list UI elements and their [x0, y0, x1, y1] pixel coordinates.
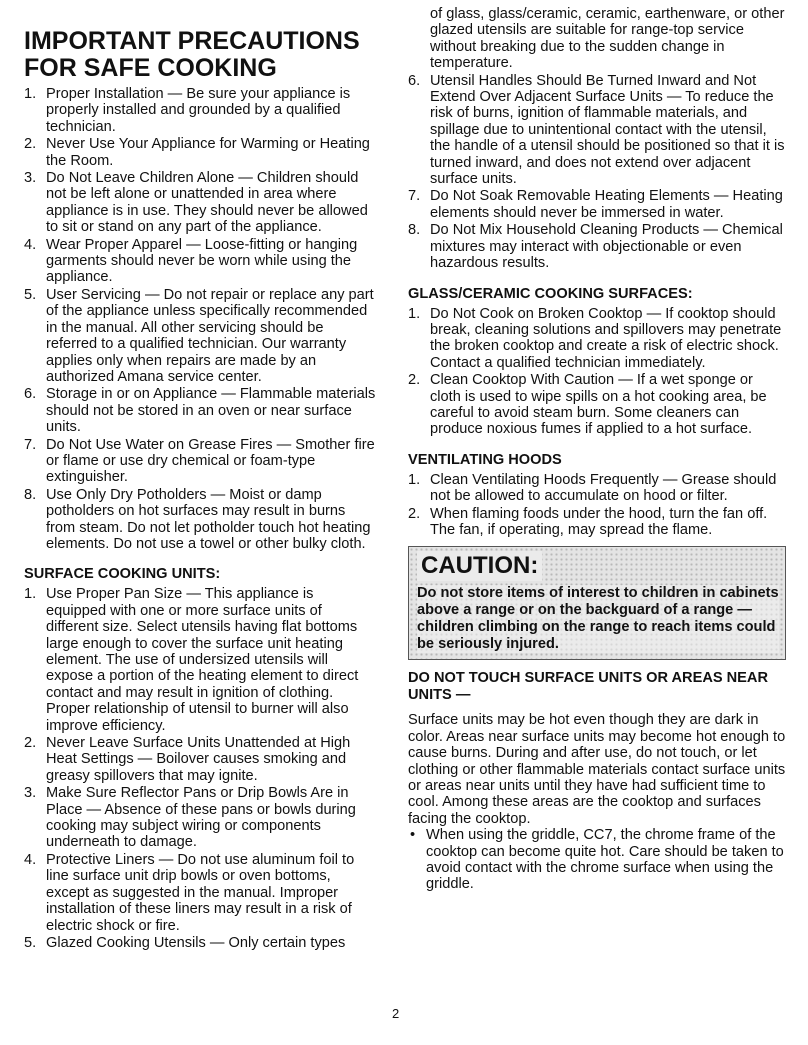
- surface-cooking-heading: SURFACE COOKING UNITS:: [24, 566, 221, 583]
- list-item: 7. Do Not Use Water on Grease Fires — Smother fire or flame or use dry chemical or foam-type extinguisher.: [24, 436, 375, 486]
- title-line-2: FOR SAFE COOKING: [24, 54, 277, 82]
- page-title: [24, 28, 376, 82]
- left-column: [24, 28, 376, 952]
- do-not-touch-bullets: [408, 827, 786, 893]
- bullet-icon: •: [410, 827, 416, 844]
- glass-ceramic-list: [408, 306, 786, 438]
- list-item: 6. Storage in or on Appliance — Flammable materials should not be stored in an oven or near surface units.: [24, 386, 376, 436]
- list-item: 2. Never Use Your Appliance for Warming or Heating the Room.: [24, 136, 370, 169]
- title-line-1: IMPORTANT PRECAUTIONS: [24, 27, 360, 55]
- list-item: 1. Proper Installation — Be sure your appliance is properly installed and grounded by a qualified technician.: [24, 86, 351, 135]
- list-item-continuation: of glass, glass/ceramic, ceramic, earthenware, or other glazed utensils are suitable for range-top service without breaking due to the sudden change in temperature.: [430, 6, 785, 72]
- caution-box: [408, 546, 786, 660]
- right-column: [408, 6, 786, 893]
- list-item: 1. Do Not Cook on Broken Cooktop — If cooktop should break, cleaning solutions and spillovers may penetrate the broken cooktop and create a risk of electric shock. Contact a qualified technician immediately.: [408, 305, 782, 371]
- list-item: • When using the griddle, CC7, the chrome frame of the cooktop can become quite hot. Care should be taken to avoid contact with the chrome surface when using the griddle.: [410, 827, 784, 893]
- surface-cooking-list-continued: [408, 6, 786, 272]
- list-item: 1. Use Proper Pan Size — This appliance is equipped with one or more surface units of different size. Select utensils having flat bottoms large enough to cover the surface unit heating element. The use of undersized utensils will expose a portion of the heating element to direct contact and may result in ignition of clothing. Proper relationship of utensil to burner will also improve efficiency.: [24, 586, 359, 734]
- list-item: 4. Protective Liners — Do not use aluminum foil to line surface unit drip bowls or oven bottoms, except as suggested in the manual. Improper installation of these liners may result in a risk of electric shock or fire.: [24, 851, 355, 934]
- list-item: 8. Use Only Dry Potholders — Moist or damp potholders on hot surfaces may result in burns from steam. Do not let potholder touch hot heating elements. Do not use a towel or other bulky cloth.: [24, 486, 371, 552]
- ventilating-hoods-heading: VENTILATING HOODS: [408, 451, 562, 468]
- list-item: 2. When flaming foods under the hood, turn the fan off. The fan, if operating, may spread the flame.: [408, 505, 768, 538]
- list-item: 7. Do Not Soak Removable Heating Elements — Heating elements should never be immersed in water.: [408, 188, 783, 221]
- page-number: 2: [392, 1006, 400, 1021]
- do-not-touch-heading: DO NOT TOUCH SURFACE UNITS OR AREAS NEAR UNITS —: [408, 670, 768, 704]
- list-item: 8. Do Not Mix Household Cleaning Products — Chemical mixtures may interact with objectionable or even hazardous results.: [408, 222, 783, 272]
- list-item: 3. Make Sure Reflector Pans or Drip Bowls Are in Place — Absence of these pans or bowls during cooking may subject wiring or components underneath to damage.: [24, 785, 356, 851]
- glass-ceramic-heading: GLASS/CERAMIC COOKING SURFACES:: [408, 285, 693, 302]
- list-item: 2. Never Leave Surface Units Unattended at High Heat Settings — Boilover causes smoking and greasy spillovers that may ignite.: [24, 735, 351, 784]
- list-item: 5. Glazed Cooking Utensils — Only certain types: [24, 934, 346, 951]
- list-item: 6. Utensil Handles Should Be Turned Inward and Not Extend Over Adjacent Surface Units — To reduce the risk of burns, ignition of flammable materials, and spillage due to unintentional contact with the utensil, the handle of a utensil should be positioned so that it is turned inward, and does not extend over adjacent surface units.: [408, 72, 785, 188]
- list-item: 4. Wear Proper Apparel — Loose-fitting or hanging garments should never be worn while using the appliance.: [24, 236, 358, 286]
- do-not-touch-paragraph: Surface units may be hot even though they are dark in color. Areas near surface units may become hot enough to cause burns. During and after use, do not touch, or let clothing or other flammable materials contact surface units or areas near units until they have had sufficient time to cool. Among these areas are the cooktop and surfaces facing the cooktop.: [408, 712, 786, 827]
- list-item: 5. User Servicing — Do not repair or replace any part of the appliance unless specifically recommended in the manual. All other servicing should be referred to a qualified technician. Our warranty applies only when repairs are made by an authorized Amana service center.: [24, 286, 374, 385]
- list-item: 3. Do Not Leave Children Alone — Children should not be left alone or unattended in area where appliance is in use. They should never be allowed to sit or stand on any part of the appliance.: [24, 170, 368, 236]
- general-precautions-list: [24, 86, 376, 552]
- surface-cooking-list: [24, 586, 376, 951]
- caution-title: CAUTION:: [417, 551, 542, 581]
- ventilating-hoods-list: [408, 472, 786, 539]
- list-item: 2. Clean Cooktop With Caution — If a wet sponge or cloth is used to wipe spills on a hot cooking area, be careful to avoid steam burn. Some cleaners can produce noxious fumes if applied to a hot surface.: [408, 372, 767, 438]
- caution-text: Do not store items of interest to children in cabinets above a range or on the backguard of a range — children climbing on the range to reach items could be seriously injured.: [417, 585, 779, 653]
- list-item: 1. Clean Ventilating Hoods Frequently — Grease should not be allowed to accumulate on hood or filter.: [408, 471, 777, 505]
